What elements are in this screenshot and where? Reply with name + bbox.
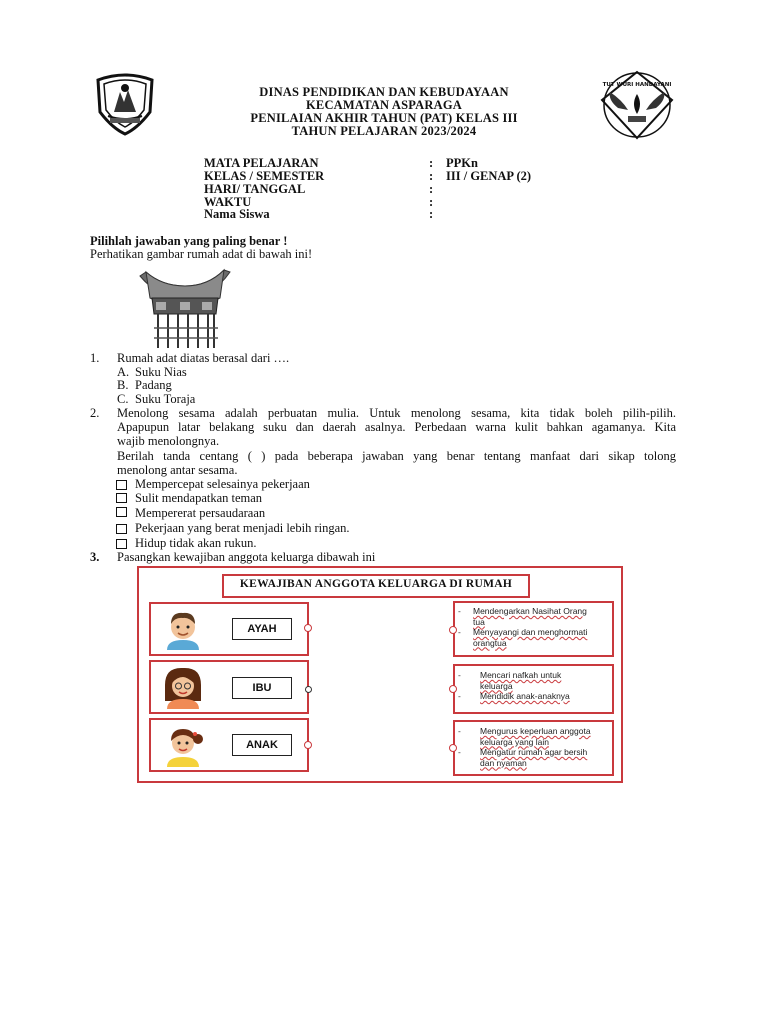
member-card-child (149, 718, 309, 772)
question-3-text: Pasangkan kewajiban anggota keluarga dibawah ini (117, 550, 376, 564)
member-card-father (149, 602, 309, 656)
answer-checkbox[interactable] (116, 539, 127, 549)
answer-checkbox[interactable] (116, 524, 127, 534)
question-2-line: wajib menolongnya. (117, 434, 220, 448)
choice-text: Pekerjaan yang berat menjadi lebih ringan. (135, 521, 350, 535)
info-label-date: HARI/ TANGGAL (204, 182, 306, 196)
header-school-year: TAHUN PELAJARAN 2023/2024 (291, 124, 477, 138)
choice-text: Hidup tidak akan rukun. (135, 536, 257, 550)
question-2-line: Berilah tanda centang ( ) pada beberapa jawaban yang benar tentang manfaat dari sikap tolong (117, 449, 676, 463)
option-letter: B. (117, 378, 129, 392)
duty-text: orangtua (473, 637, 507, 648)
bullet: - (458, 747, 461, 757)
info-value-class: III / GENAP (2) (446, 169, 532, 183)
info-value-subject: PPKn (446, 156, 478, 170)
option-text: Padang (135, 378, 172, 392)
answer-checkbox[interactable] (116, 480, 127, 490)
option-text: Suku Nias (135, 365, 187, 379)
question-2-line: Apapupun latar belakang suku dan daerah asalnya. Perbedaan warna kulit bahkan agamanya. Kita (117, 420, 676, 434)
connector-dot-left[interactable] (305, 686, 312, 693)
bullet: - (458, 670, 461, 680)
duty-box-father (453, 601, 614, 657)
duty-text: Mengurus keperluan anggota (480, 726, 591, 736)
info-colon: : (429, 169, 434, 183)
header-district: KECAMATAN ASPARAGA (305, 98, 463, 112)
duty-text: Mendengarkan Nasihat Orang (473, 606, 587, 616)
choice-text: Mempererat persaudaraan (135, 506, 266, 520)
mother-avatar-icon (159, 665, 207, 713)
traditional-house-image (138, 268, 232, 350)
intro-text: Perhatikan gambar rumah adat di bawah ini! (90, 247, 313, 261)
question-2-line: Menolong sesama adalah perbuatan mulia. Untuk menolong sesama, kita tidak boleh pilih-pilih. (117, 406, 676, 420)
header-agency: DINAS PENDIDIKAN DAN KEBUDAYAAN (259, 85, 509, 99)
option-letter: A. (117, 365, 130, 379)
connector-dot-right[interactable] (449, 685, 457, 693)
member-card-mother (149, 660, 309, 714)
duty-text: Mengatur rumah agar bersih (480, 747, 588, 757)
question-1-number: 1. (90, 351, 100, 365)
duty-text: Mencari nafkah untuk (480, 670, 562, 680)
option-text: Suku Toraja (135, 392, 196, 406)
info-label-subject: MATA PELAJARAN (204, 156, 319, 170)
info-colon: : (429, 207, 434, 221)
connector-dot-right[interactable] (449, 626, 457, 634)
answer-checkbox[interactable] (116, 493, 127, 503)
bullet: - (458, 606, 461, 616)
question-1-text: Rumah adat diatas berasal dari …. (117, 351, 290, 365)
answer-checkbox[interactable] (116, 507, 127, 517)
logo-motto-text: TUT WURI HANDAYANI (602, 82, 672, 88)
member-name-mother: IBU (232, 677, 292, 699)
matching-title: KEWAJIBAN ANGGOTA KELUARGA DI RUMAH (239, 578, 513, 590)
member-name-father: AYAH (232, 618, 292, 640)
question-2-number: 2. (90, 406, 100, 420)
bullet: - (458, 627, 461, 637)
connector-dot-left[interactable] (304, 741, 312, 749)
bullet: - (458, 726, 461, 736)
choice-text: Mempercepat selesainya pekerjaan (135, 477, 310, 491)
child-avatar-icon (159, 723, 207, 771)
question-3-number: 3. (90, 550, 100, 564)
duty-text: keluarga yang lain (480, 736, 549, 747)
duty-box-child (453, 720, 614, 776)
matching-title-box (222, 574, 530, 598)
info-label-class: KELAS / SEMESTER (204, 169, 325, 183)
option-letter: C. (117, 392, 129, 406)
connector-dot-left[interactable] (304, 624, 312, 632)
duty-text: tua (473, 616, 485, 627)
info-colon: : (429, 182, 434, 196)
info-colon: : (429, 195, 434, 209)
duty-text: Mendidik anak-anaknya (480, 691, 570, 701)
member-name-child: ANAK (232, 734, 292, 756)
info-label-time: WAKTU (204, 195, 252, 209)
info-label-student-name: Nama Siswa (204, 207, 270, 221)
instruction-heading: Pilihlah jawaban yang paling benar ! (90, 234, 288, 248)
father-avatar-icon (159, 608, 207, 654)
duty-text: Menyayangi dan menghormati (473, 627, 588, 637)
connector-dot-right[interactable] (449, 744, 457, 752)
question-2-line: menolong antar sesama. (117, 463, 238, 477)
choice-text: Sulit mendapatkan teman (135, 491, 263, 505)
header-exam-title: PENILAIAN AKHIR TAHUN (PAT) KELAS III (250, 111, 518, 125)
duty-text: keluarga (480, 680, 513, 691)
info-colon: : (429, 156, 434, 170)
duty-text: dan nyaman (480, 757, 527, 768)
bullet: - (458, 691, 461, 701)
duty-box-mother (453, 664, 614, 714)
